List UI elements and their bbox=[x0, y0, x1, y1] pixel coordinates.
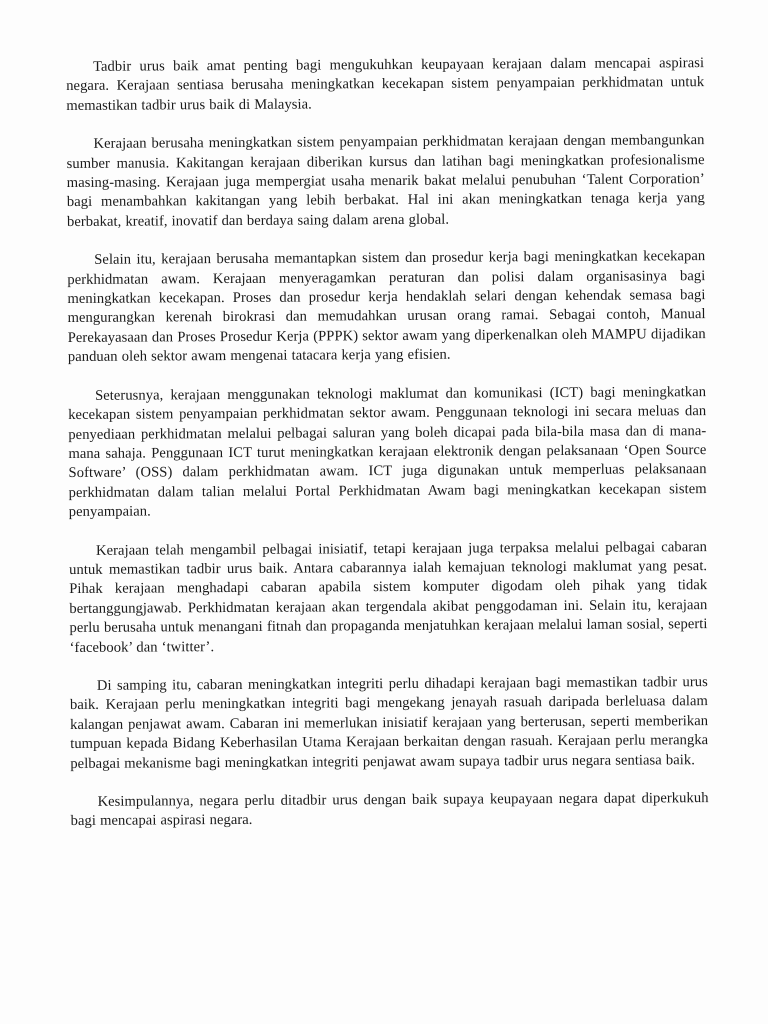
paragraph-5: Kerajaan telah mengambil pelbagai inisiatif, tetapi kerajaan juga terpaksa melalui pelbagai cabaran untuk memastikan tadbir urus baik. Antara cabarannya ialah kemajuan teknologi maklumat yang pesat. Pihak kerajaan menghadapi cabaran apabila sistem komputer digodam oleh pihak yang tidak bertanggungjawab. Perkhidmatan kerajaan akan tergendala akibat penggodaman ini. Selain itu, kerajaan perlu berusaha untuk menangani fitnah dan propaganda menjatuhkan kerajaan melalui laman sosial, seperti ‘facebook’ dan ‘twitter’. bbox=[69, 538, 708, 656]
paragraph-4: Seterusnya, kerajaan menggunakan teknologi maklumat dan komunikasi (ICT) bagi meningkatkan kecekapan sistem penyampaian perkhidmatan sektor awam. Penggunaan teknologi ini secara meluas dan penyediaan perkhidmatan melalui pelbagai saluran yang boleh dicapai pada bila-bila masa dan di mana-mana sahaja. Penggunaan ICT turut meningkatkan kerajaan elektronik dengan pelaksanaan ‘Open Source Software’ (OSS) dalam perkhidmatan awam. ICT juga digunakan untuk memperluas pelaksanaan perkhidmatan dalam talian melalui Portal Perkhidmatan Awam bagi meningkatkan kecekapan sistem penyampaian. bbox=[68, 383, 707, 521]
paragraph-3: Selain itu, kerajaan berusaha memantapkan sistem dan prosedur kerja bagi meningkatkan kecekapan perkhidmatan awam. Kerajaan menyeragamkan peraturan dan polisi dalam organisasinya bagi meningkatkan kecekapan. Proses dan prosedur kerja hendaklah selari dengan kehendak semasa bagi mengurangkan kerenah birokrasi dan memudahkan urusan orang ramai. Sebagai contoh, Manual Perekayasaan dan Proses Prosedur Kerja (PPPK) sektor awam yang diperkenalkan oleh MAMPU dijadikan panduan oleh sektor awam mengenai tatacara kerja yang efisien. bbox=[67, 248, 706, 366]
paragraph-1: Tadbir urus baik amat penting bagi mengukuhkan keupayaan kerajaan dalam mencapai aspirasi negara. Kerajaan sentiasa berusaha meningkatkan kecekapan sistem penyampaian perkhidmatan untuk memastikan tadbir urus baik di Malaysia. bbox=[66, 55, 705, 114]
paragraph-6: Di samping itu, cabaran meningkatkan integriti perlu dihadapi kerajaan bagi memastikan tadbir urus baik. Kerajaan perlu meningkatkan integriti bagi mengekang jenayah rasuah daripada berleluasa dalam kalangan penjawat awam. Cabaran ini memerlukan inisiatif kerajaan yang berterusan, seperti memberikan tumpuan kepada Bidang Keberhasilan Utama Kerajaan berkaitan dengan rasuah. Kerajaan perlu merangka pelbagai mekanisme bagi meningkatkan integriti penjawat awam supaya tadbir urus negara sentiasa baik. bbox=[69, 674, 709, 772]
paragraph-2: Kerajaan berusaha meningkatkan sistem penyampaian perkhidmatan kerajaan dengan membangunkan sumber manusia. Kakitangan kerajaan diberikan kursus dan latihan bagi meningkatkan profesionalisme masing-masing. Kerajaan juga mempergiat usaha menarik bakat melalui penubuhan ‘Talent Corporation’ bagi menambahkan kakitangan yang lebih berbakat. Hal ini akan meningkatkan tenaga kerja yang berbakat, kreatif, inovatif dan berdaya saing dalam arena global. bbox=[66, 132, 705, 230]
document-body bbox=[66, 54, 709, 832]
paragraph-7: Kesimpulannya, negara perlu ditadbir urus dengan baik supaya keupayaan negara dapat diperkukuh bagi mencapai aspirasi negara. bbox=[70, 790, 709, 830]
